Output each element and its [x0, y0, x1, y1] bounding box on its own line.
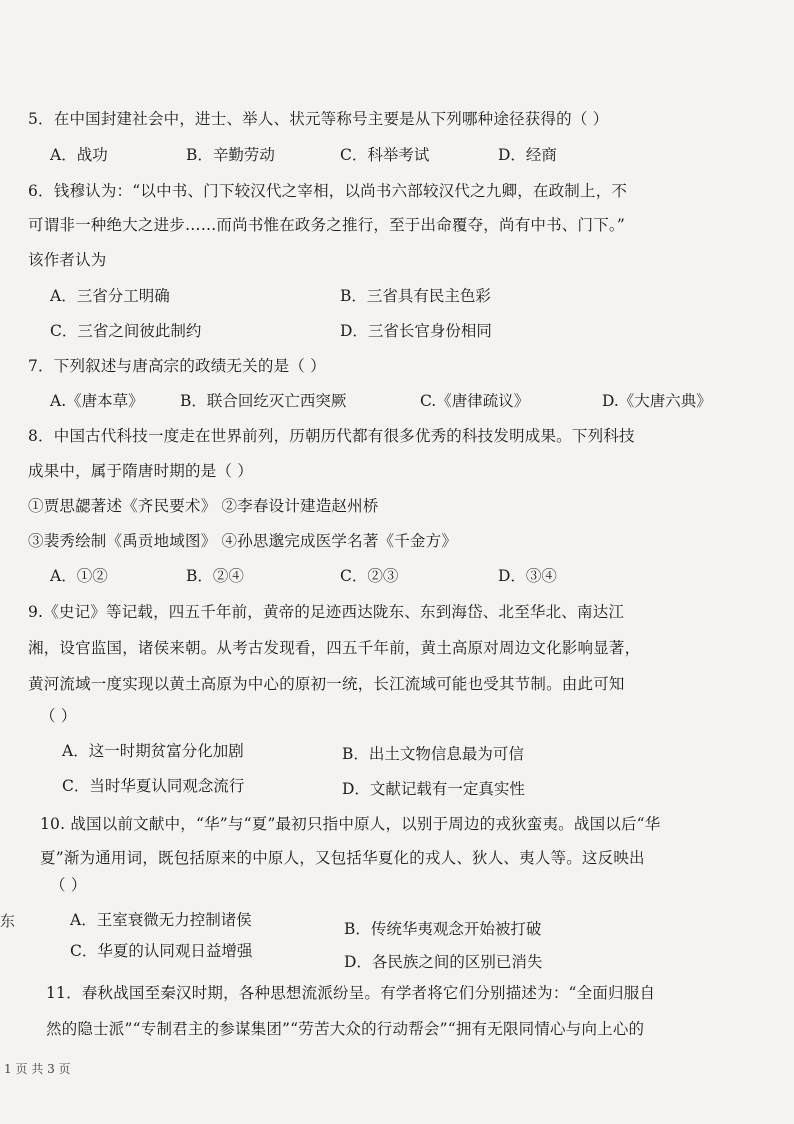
- q6-line-3: 该作者认为: [28, 251, 107, 269]
- q5-stem: 5．在中国封建社会中，进士、举人、状元等称号主要是从下列哪种途径获得的（ ）: [28, 110, 609, 128]
- q7-option-d: D.《大唐六典》: [602, 392, 712, 410]
- q10-line-3: （ ）: [50, 876, 87, 894]
- q9-line-1: 9.《史记》等记载，四五千年前，黄帝的足迹西达陇东、东到海岱、北至华北、南达江: [28, 603, 625, 621]
- q9-option-c: C．当时华夏认同观念流行: [62, 777, 245, 795]
- q5-option-b: B．辛勤劳动: [186, 146, 275, 164]
- q9-option-a: A．这一时期贫富分化加剧: [62, 742, 244, 760]
- q10-line-2: 夏”渐为通用词，既包括原来的中原人，又包括华夏化的戎人、狄人、夷人等。这反映出: [40, 849, 645, 867]
- q8-line-2: 成果中，属于隋唐时期的是（ ）: [28, 462, 253, 480]
- q9-option-b: B．出土文物信息最为可信: [342, 745, 524, 763]
- q6-line-2: 可谓非一种绝大之进步……而尚书惟在政务之推行，至于出命覆夺，尚有中书、门下。”: [28, 216, 625, 234]
- q11-line-1: 11．春秋战国至秦汉时期，各种思想流派纷呈。有学者将它们分别描述为：“全面归服自: [46, 984, 656, 1002]
- q10-option-c: C．华夏的认同观日益增强: [70, 942, 253, 960]
- q8-option-b: B．②④: [186, 567, 244, 585]
- q8-line-1: 8．中国古代科技一度走在世界前列，历朝历代都有很多优秀的科技发明成果。下列科技: [28, 427, 635, 445]
- q7-stem: 7．下列叙述与唐高宗的政绩无关的是（ ）: [28, 357, 326, 375]
- q8-option-a: A．①②: [50, 567, 108, 585]
- q8-items-1: ①贾思勰著述《齐民要术》 ②李春设计建造赵州桥: [28, 497, 379, 515]
- q6-option-a: A．三省分工明确: [50, 287, 170, 305]
- margin-note: 东: [0, 912, 16, 930]
- q5-option-a: A．战功: [50, 146, 108, 164]
- q6-option-d: D．三省长官身份相同: [340, 322, 492, 340]
- q10-option-d: D．各民族之间的区别已消失: [344, 953, 543, 971]
- q6-option-c: C．三省之间彼此制约: [50, 322, 202, 340]
- q9-option-d: D．文献记载有一定真实性: [342, 780, 525, 798]
- q7-option-b: B．联合回纥灭亡西突厥: [180, 392, 347, 410]
- q10-option-b: B．传统华夷观念开始被打破: [344, 920, 542, 938]
- q8-option-c: C．②③: [340, 567, 399, 585]
- q8-option-d: D．③④: [498, 567, 557, 585]
- q7-option-a: A.《唐本草》: [50, 392, 144, 410]
- q10-line-1: 10. 战国以前文献中，“华”与“夏”最初只指中原人，以别于周边的戎狄蛮夷。战国以后“华: [40, 815, 661, 833]
- q5-option-c: C．科举考试: [340, 146, 430, 164]
- q11-line-2: 然的隐士派”“专制君主的参谋集团”“劳苦大众的行动帮会”“拥有无限同情心与向上心的: [46, 1020, 645, 1038]
- q8-items-2: ③裴秀绘制《禹贡地域图》 ④孙思邈完成医学名著《千金方》: [28, 532, 458, 550]
- q10-option-a: A．王室衰微无力控制诸侯: [70, 911, 252, 929]
- q9-line-2: 湘，设官监国，诸侯来朝。从考古发现看，四五千年前，黄土高原对周边文化影响显著，: [28, 639, 641, 657]
- q5-option-d: D．经商: [498, 146, 557, 164]
- q6-line-1: 6．钱穆认为：“以中书、门下较汉代之宰相，以尚书六部较汉代之九卿，在政制上，不: [28, 182, 628, 200]
- q7-option-c: C.《唐律疏议》: [420, 392, 530, 410]
- page-footer: 1 页 共 3 页: [4, 1062, 71, 1076]
- q9-line-4: （ ）: [40, 707, 77, 725]
- q9-line-3: 黄河流域一度实现以黄土高原为中心的原初一统，长江流域可能也受其节制。由此可知: [28, 675, 625, 693]
- q6-option-b: B．三省具有民主色彩: [340, 287, 491, 305]
